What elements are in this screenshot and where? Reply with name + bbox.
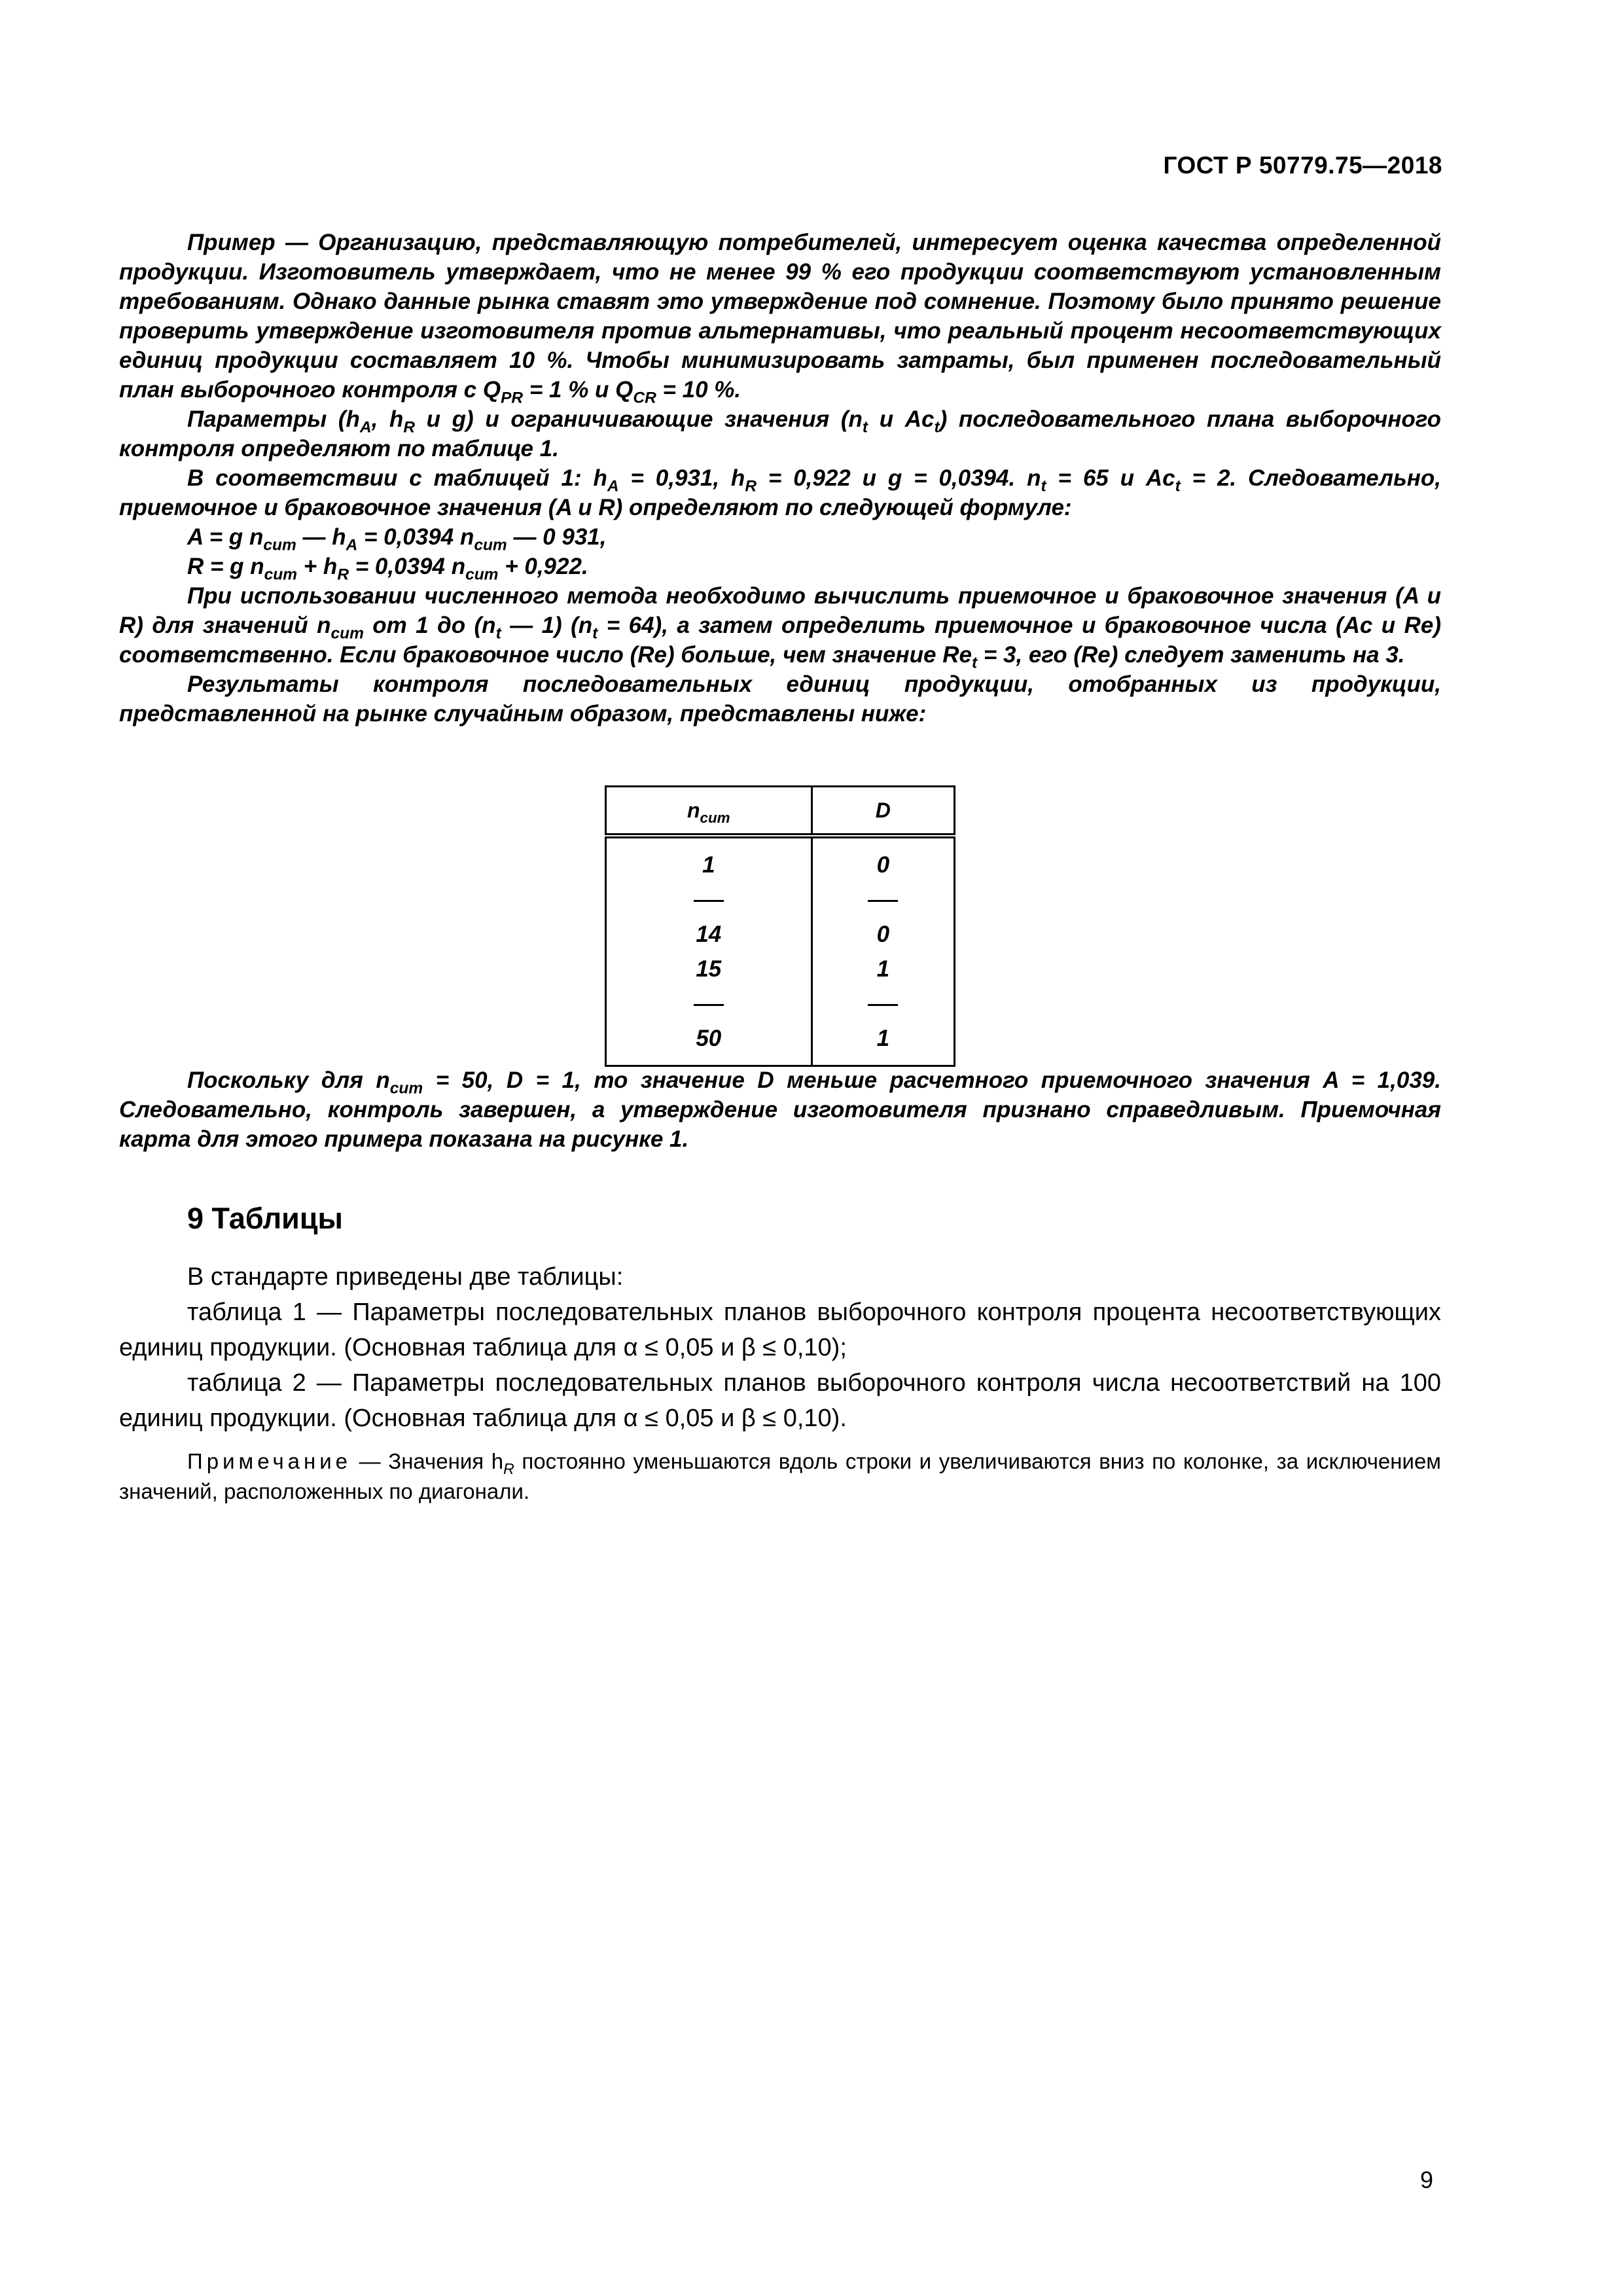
dash-mark [868, 900, 898, 902]
example-paragraph-1: Пример — Организацию, представляющую потребителей, интересует оценка качества определенной продукции. Изготовитель утверждает, что не менее 99 % его продукции соответствуют установленным требованиям. Однако данные рынка ставят это утверждение под сомнение. Поэтому было принято решение проверить утверждение изготовителя против альтернативы, что реальный процент несоответствующих единиц продукции составляет 10 %. Чтобы минимизировать затраты, был применен последовательный план выборочного контроля с $Q_{PR} = 1$ % и $Q_{CR} = 10$ %. [119, 230, 1441, 407]
example-block [119, 228, 1441, 728]
conclusion-block [119, 1066, 1441, 1154]
conclusion-paragraph: Поскольку для $n_{cum} = 50$, D = 1, то значение D меньше расчетного приемочного значения A = 1,039. Следовательно, контроль завершен, а утверждение изготовителя признано справедливым. Приемочная карта для этого примера показана на рисунке 1. [119, 1067, 1441, 1152]
dash-mark [694, 1004, 724, 1006]
table-row [606, 986, 955, 1021]
dash-mark [868, 1004, 898, 1006]
note-block [119, 1446, 1441, 1507]
cell-d [812, 882, 954, 917]
cell-ncum: 50 [606, 1021, 812, 1066]
section-paragraph-3: таблица 2 — Параметры последовательных планов выборочного контроля числа несоответствий на 100 единиц продукции. (Основная таблица для α ≤ 0,05 и β ≤ 0,10). [119, 1369, 1441, 1432]
table-row [606, 917, 955, 952]
cell-ncum [606, 882, 812, 917]
formula-rejection: R = g $n_{cum} + h_R = 0,0394$ $n_{cum} + 0,922$. [187, 554, 588, 584]
table-row [606, 882, 955, 917]
example-paragraph-5: Результаты контроля последовательных единиц продукции, отобранных из продукции, представленной на рынке случайным образом, представлены ниже: [119, 672, 1441, 726]
table-row [606, 952, 955, 986]
cell-d: 1 [812, 1021, 954, 1066]
formula-acceptance: A = g $n_{cum}$ — $h_A = 0,0394$ $n_{cum}$ — 0 931, [187, 524, 607, 554]
table-row [606, 1021, 955, 1066]
cell-ncum: 1 [606, 836, 812, 882]
example-paragraph-4: При использовании численного метода необходимо вычислить приемочное и браковочное значения (A и R) для значений $n_{cum}$ от 1 до ($n_t$ — 1) $(n_t = 64)$, а затем определить приемочное и браковочное числа (Ac и Re) соответственно. Если браковочное число (Re) больше, чем значение $Re_t = 3$, его (Re) следует заменить на 3. [119, 583, 1441, 672]
cell-d [812, 986, 954, 1021]
section-paragraph-1: В стандарте приведены две таблицы: [187, 1263, 624, 1291]
cell-d: 1 [812, 952, 954, 986]
cell-d: 0 [812, 836, 954, 882]
cell-ncum: 14 [606, 917, 812, 952]
column-header-d: D [812, 787, 954, 836]
dash-mark [694, 900, 724, 902]
document-header: ГОСТ Р 50779.75—2018 [1163, 152, 1442, 179]
example-paragraph-2: Параметры ($h_A$, $h_R$ и g) и ограничивающие значения ($n_t$ и $Ac_t$) последовательного плана выборочного контроля определяют по таблице 1. [119, 406, 1441, 461]
cell-ncum: 15 [606, 952, 812, 986]
note-label: Примечание [187, 1449, 352, 1473]
table-header-row [606, 787, 955, 836]
cell-d: 0 [812, 917, 954, 952]
page-number: 9 [1420, 2166, 1434, 2193]
cell-ncum [606, 986, 812, 1021]
section-title: 9 Таблицы [187, 1202, 343, 1235]
section-body [119, 1259, 1441, 1436]
section-paragraph-2: таблица 1 — Параметры последовательных планов выборочного контроля процента несоответствующих единиц продукции. (Основная таблица для α ≤ 0,05 и β ≤ 0,10); [119, 1299, 1441, 1361]
results-table [605, 785, 955, 1067]
table-row [606, 836, 955, 882]
note-paragraph: Примечание — Значения $h_R$ постоянно уменьшаются вдоль строки и увеличиваются вниз по колонке, за исключением значений, расположенных по диагонали. [119, 1449, 1441, 1503]
column-header-ncum: $n_{cum}$ [606, 787, 812, 836]
example-paragraph-3: В соответствии с таблицей 1: $h_A = 0,931$, $h_R = 0,922$ и g = 0,0394. $n_t = 65$ и $Ac_t = 2$. Следовательно, приемочное и браковочное значения (A и R) определяют по следующей формуле: [119, 465, 1441, 520]
